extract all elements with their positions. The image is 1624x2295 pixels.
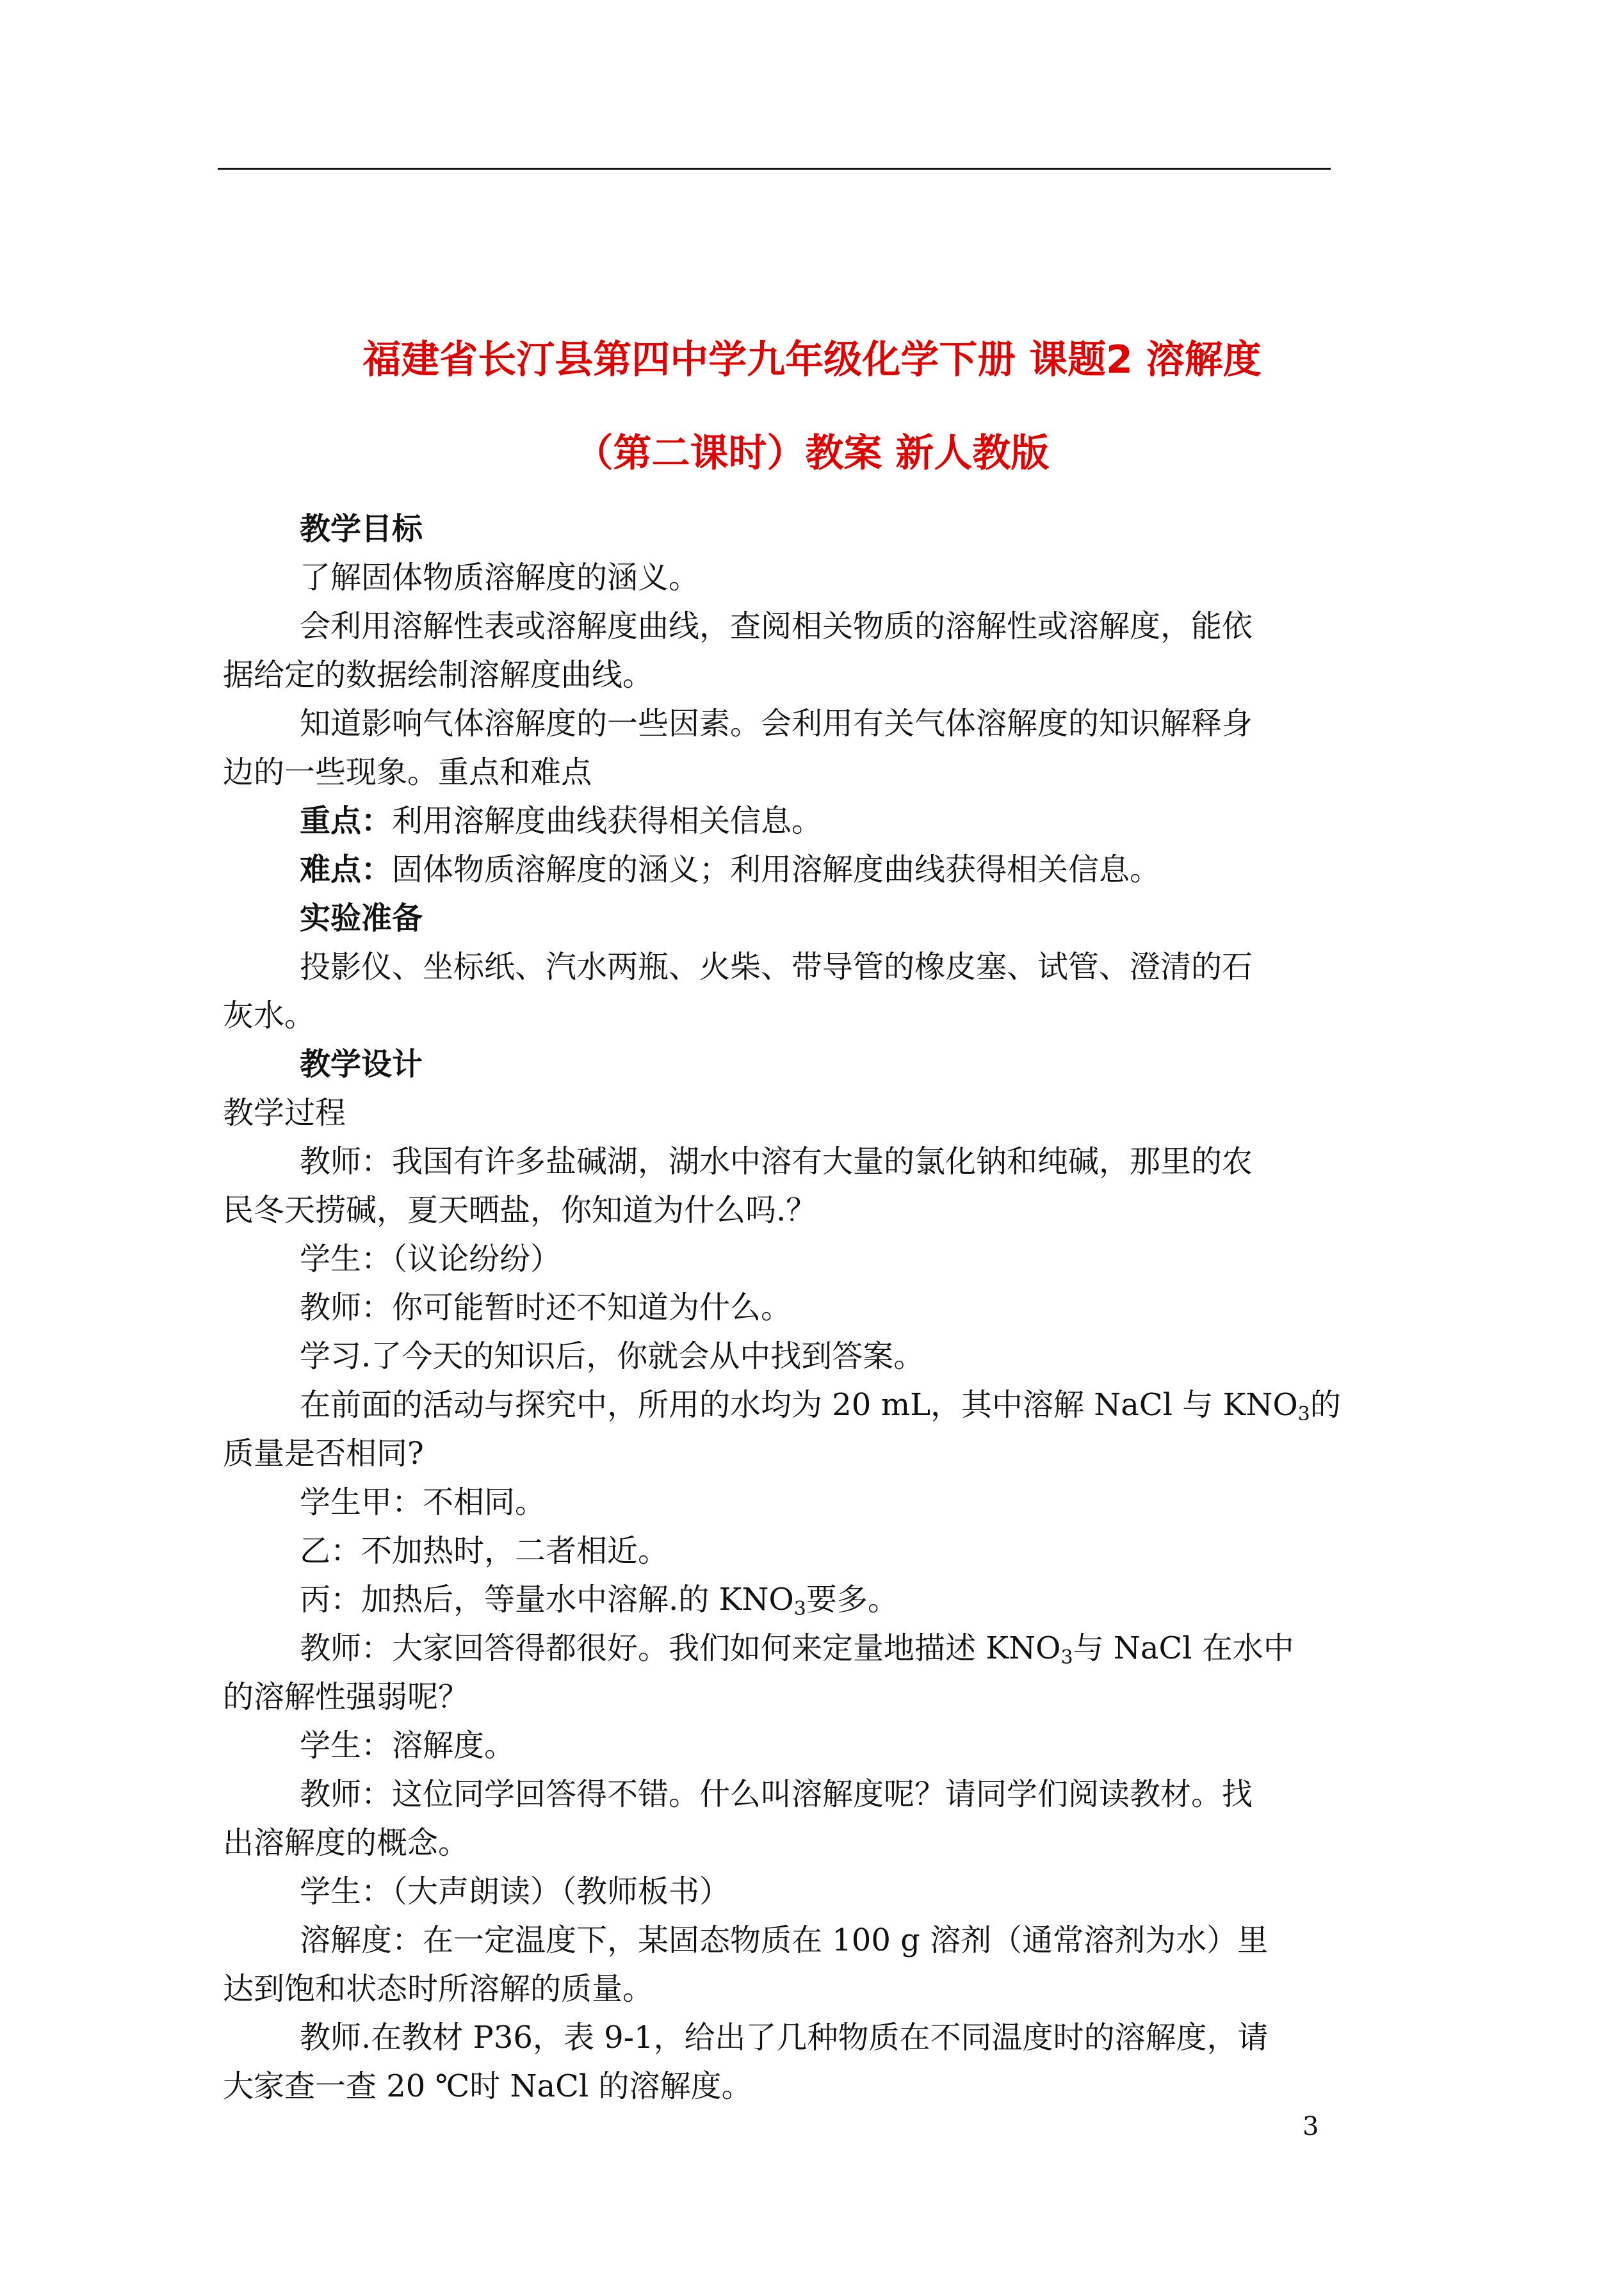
paragraph-teacher-4-line2: 出溶解度的概念。 [223, 1825, 469, 1861]
difficult-point-label: 难点： [300, 852, 393, 888]
paragraph-teacher-5-line1: 教师.在教材 P36，表 9-1，给出了几种物质在不同温度时的溶解度，请 [300, 2020, 1269, 2056]
document-title-line2: （第二课时）教案 新人教版 [574, 431, 1050, 476]
paragraph-teacher-5-line2: 大家查一查 20 ℃时 NaCl 的溶解度。 [223, 2068, 752, 2104]
paragraph-teacher-1-line2: 民冬天捞碱，夏天晒盐，你知道为什么吗.？ [223, 1192, 817, 1228]
paragraph-4: 学习.了今天的知识后，你就会从中找到答案。 [300, 1338, 925, 1374]
prep-line2: 灰水。 [223, 998, 316, 1034]
paragraph-5-line1 [300, 1381, 1341, 1429]
paragraph-teacher-1-line1: 教师：我国有许多盐碱湖，湖水中溶有大量的氯化钠和纯碱，那里的农 [300, 1144, 1253, 1180]
paragraph-student-2: 学生：溶解度。 [300, 1728, 516, 1764]
paragraph-student-a: 学生甲：不相同。 [300, 1484, 546, 1520]
paragraph-student-3: 学生：（大声朗读）（教师板书） [300, 1874, 731, 1910]
definition-line1: 溶解度：在一定温度下，某固态物质在 100 g 溶剂（通常溶剂为水）里 [300, 1922, 1269, 1958]
key-point-label: 重点： [300, 803, 393, 839]
paragraph-5-text: 在前面的活动与探究中，所用的水均为 20 mL，其中溶解 NaCl 与 KNO [300, 1387, 1298, 1423]
goal-3-line2: 边的一些现象。重点和难点 [223, 754, 592, 790]
paragraph-teacher-3-tail: 与 NaCl 在水中 [1073, 1630, 1294, 1666]
subscript: 3 [1060, 1646, 1073, 1669]
goal-2-line1: 会利用溶解性表或溶解度曲线，查阅相关物质的溶解性或溶解度，能依 [300, 608, 1253, 644]
difficult-point [300, 845, 1160, 894]
paragraph-student-1: 学生：（议论纷纷） [300, 1241, 562, 1277]
page-number: 3 [1303, 2112, 1319, 2141]
key-point-text: 利用溶解度曲线获得相关信息。 [392, 803, 823, 839]
goal-1: 了解固体物质溶解度的涵义。 [300, 560, 700, 596]
paragraph-student-c [300, 1575, 898, 1624]
key-point [300, 797, 822, 845]
paragraph-student-c-text: 丙：加热后，等量水中溶解.的 KNO [300, 1582, 794, 1618]
difficult-point-text: 固体物质溶解度的涵义；利用溶解度曲线获得相关信息。 [392, 852, 1161, 888]
subscript: 3 [1297, 1403, 1310, 1425]
paragraph-student-b: 乙：不加热时，二者相近。 [300, 1533, 669, 1569]
paragraph-teacher-3-line2: 的溶解性强弱呢？ [223, 1679, 469, 1715]
paragraph-teacher-3-text: 教师：大家回答得都很好。我们如何来定量地描述 KNO [300, 1630, 1061, 1666]
definition-line2: 达到饱和状态时所溶解的质量。 [223, 1971, 654, 2007]
paragraph-student-c-tail: 要多。 [806, 1582, 898, 1618]
heading-teaching-design: 教学设计 [300, 1046, 423, 1082]
paragraph-5-line2: 质量是否相同? [223, 1436, 424, 1472]
paragraph-5-tail: 的 [1310, 1387, 1341, 1423]
heading-teaching-goals: 教学目标 [300, 511, 423, 547]
goal-2-line2: 据给定的数据绘制溶解度曲线。 [223, 657, 654, 693]
heading-experiment-prep: 实验准备 [300, 900, 423, 936]
prep-line1: 投影仪、坐标纸、汽水两瓶、火柴、带导管的橡皮塞、试管、澄清的石 [300, 949, 1253, 985]
document-title-line1: 福建省长汀县第四中学九年级化学下册 课题2 溶解度 [362, 337, 1262, 382]
goal-3-line1: 知道影响气体溶解度的一些因素。会利用有关气体溶解度的知识解释身 [300, 706, 1253, 742]
heading-teaching-process: 教学过程 [223, 1095, 346, 1131]
subscript: 3 [793, 1598, 806, 1620]
paragraph-teacher-2: 教师：你可能暂时还不知道为什么。 [300, 1290, 792, 1326]
header-rule [218, 168, 1331, 170]
paragraph-teacher-3-line1 [300, 1624, 1294, 1673]
paragraph-teacher-4-line1: 教师：这位同学回答得不错。什么叫溶解度呢？请同学们阅读教材。找 [300, 1776, 1253, 1812]
